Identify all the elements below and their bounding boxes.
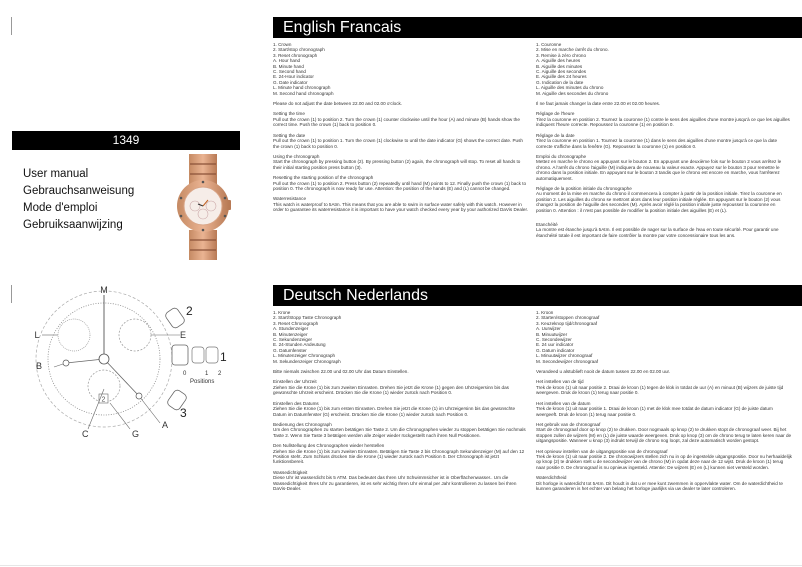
section-title: English Francais <box>283 19 402 36</box>
title-english: User manual <box>23 168 89 180</box>
title-dutch: Gebruiksaanwijzing <box>23 219 123 231</box>
section-title: Deutsch Nederlands <box>283 287 428 304</box>
para-text: Ziehen Sie die Krone (1) bis zum zweiten Einrasten. Drehen Sie jetzt die Krone (1) gegen den Uhrzeigersinn bis das gewünschte Uhrzeit erscheint. Drücken Sie die Krone (1) wieder zurück nach Position 0. <box>273 384 509 396</box>
french-column <box>536 42 792 243</box>
para-text: This watch is waterproof to 5Atm. This means that you are able to swim in surface water safely with this watch. However in order to guarantee its waterresistance it is important to have your watch checked every year by your authorized DaVis Dealer. <box>273 201 528 213</box>
para-text: Au moment de la mise en marche du chrono il commencera à compter à partir de la position initiale. Tirez la couronne en position 2. Les aiguilles du chrono se mettront alors dans leur position initiale réglée. En appuyant sur le bouton (2) vous changez la position de l'aiguille des secondes (M). Après avoir réglé la position initiale juste repoussez la couronne en position 0. Attention : il n'est pas possible de modifier la position initiale des aiguilles (E) et (L). <box>536 191 782 213</box>
page-bottom-divider <box>0 565 802 566</box>
page-edge-mark-top <box>11 17 12 35</box>
title-french: Mode d'emploi <box>23 202 98 214</box>
label-E: E <box>180 330 187 340</box>
position-0: 0 <box>183 371 187 377</box>
para-heading: Setting the time <box>273 111 305 117</box>
para-heading: Réglage de la position initiale du chronographe <box>536 185 632 191</box>
model-banner <box>12 131 240 150</box>
label-button-2: 2 <box>186 304 193 318</box>
para-text: La montre est étanche jusqu'à 5Atm. Il est possible de nager sur la surface de l'eau en toute sécurité. Pour garantir une étanchéité totale il est important de faire contrôler la montre par votre concessionaire tous les ans. <box>536 227 779 238</box>
parts-list: 1. Kroon 2. Starten/stoppen chronograaf 3. Keuzeknop tijd/chronograaf A. Uurwijzer B. Minuutwijzer C. Secondewijzer E. 24 uur indicator G. Datum indicator L. Minuutwijzer chronograaf M. Secondewijzer chronograaf <box>536 310 600 364</box>
para-text: Trek de kroon (1) uit naar positie 1. Draai de kroon (1) met de klok mee totdat de datum indicator (G) de juiste datum weergeeft. Druk de kroon (1) terug naar positie 0. <box>536 406 773 417</box>
para-text: Ziehen Sie die Krone (1) bis zum ersten Einrasten. Drehen Sie jetzt die Krone (1) im Uhrzeigersinn bis das gewünschte Datum im Datumfenster (G) erscheint. Drücken Sie die Krone (1) wieder zurück nach Position 0. <box>273 406 516 417</box>
para-heading: Het instellen van de datum <box>536 400 591 406</box>
para-heading: Using the chronograph <box>273 153 320 159</box>
para-heading: Den Nullstellung des Chronographen wieder herstellen <box>273 443 385 449</box>
label-B: B <box>36 361 43 371</box>
para-heading: Réglage de l'heure <box>536 111 575 117</box>
para-heading: Waterresistance <box>273 196 307 202</box>
label-M: M <box>100 285 108 295</box>
position-2: 2 <box>218 371 222 377</box>
date-note: Il ne faut jamais changer la date entre 22.00 et 02.00 heures. <box>536 101 661 107</box>
date-window-label: 2 <box>101 396 106 404</box>
para-heading: Resetting the starting position of the chronograph <box>273 175 374 181</box>
german-column <box>273 310 528 496</box>
para-text: Tirez la couronne en position 1. Tournez la couronne (1) dans le sens des aiguilles d'une montre jusqu'à ce que la date correcte s'affiche dans la fenêtre (G). Repoussez la couronne (1) en position 0. <box>536 138 778 149</box>
date-note: Verandeed u alstublieft nooit de datum tussen 22.00 en 02.00 uur. <box>536 369 671 375</box>
para-heading: Einstellen des Datums <box>273 400 319 406</box>
position-1: 1 <box>205 371 209 377</box>
english-column <box>273 42 528 218</box>
para-text: Dit horloge is waterdicht tot 5Atm. Dit houdt in dat u er mee kunt zwemmen in oppervlakte water. Om de waterdichtheid te kunnen garanderen is het echter van belang het horloge jaarlijks via uw dealer te later controleren. <box>536 480 783 491</box>
para-text: Pull out the crown (1) to position 1. Turn the crown (1) clockwise to until the date indicator (G) shows the correct date. Push the crown (1) back to position 0. <box>273 138 523 149</box>
para-text: Trek de kroon (1) uit naar positie 2. Draai de kroon (1) tegen de klok in totdat de uur (A) en minuut (B) wijzers de juiste tijd weergeven. Druk de kroon (1) terug naar positie 0. <box>536 384 784 396</box>
watch-diagram <box>10 283 240 438</box>
model-number: 1349 <box>112 133 140 147</box>
para-heading: Het instellen van de tijd <box>536 379 584 385</box>
label-A: A <box>162 420 169 430</box>
para-heading: Wassedichtigkeit <box>273 469 308 475</box>
para-text: Start the chronograph by pressing button (2). By pressing button (2) again, the chronograph will stop. To reset all hands to their initial starting position press button (3). <box>273 159 521 170</box>
para-text: Pull out the crown (1) to position 2. Press button (2) repeatedly until hand (M) points to 12. Finally push the crown (1) back to position 0. The chronograph is now ready for use. Attention: the position of the hands (E) and (L) cannot be changed. <box>273 180 527 191</box>
label-button-3: 3 <box>180 406 187 420</box>
watch-photo <box>168 154 238 260</box>
section-header-de-nl <box>273 285 802 306</box>
para-heading: Einstellen der Uhrzeit <box>273 379 317 385</box>
para-text: Tirez la couronne en position 2. Tournez la couronne (1) contre le sens des aiguilles d'une montre jusqu'à ce que les aiguilles indiquent l'heure correcte. Repoussez la couronne (1) en position 0. <box>536 116 790 128</box>
title-german: Gebrauchsanweisung <box>23 185 135 197</box>
parts-list: 1. Krone 2. Start/Stopp Taste Chronograph 3. Reset Chronograph A. Stundenzeiger B. Minutenzeiger C. Sekundenzeiger E. 24-Stunden Andeutung G. Datumfenster L. Minutenzeiger Chronograph M. Sekundenzeiger Chronograph <box>273 310 342 364</box>
para-text: Trek de kroon (1) uit naar positie 2. De chronowijzers stellen zich nu in op de ingestelde uitgangspositie. Door nu herhaaldelijk op knop (2) te drukken stelt u de secondewijzer van de chrono (M) in opdat deze naar de 12 wijst. Druk de kroon (1) terug naar positie 0. De chronograaf is nu opnieuw ingesteld. Attentie: De wijzers (E) en (L) kunnen niet versteld worden. <box>536 453 792 470</box>
para-heading: Bedienung des Chronograph <box>273 421 332 427</box>
parts-list: 1. Crown 2. Start/stop chronograph 3. Reset chronograph A. Hour hand B. Minute hand C. Second hand E. 24-Hour indicator G. Date indicator L. Minute hand chronograph M. Second hand chronograph <box>273 42 334 96</box>
label-L: L <box>34 330 40 340</box>
para-heading: Setting the date <box>273 132 306 138</box>
para-heading: Etanchéité <box>536 221 558 227</box>
label-C: C <box>82 429 89 438</box>
para-heading: Het gebruik van de chronograaf <box>536 421 601 427</box>
parts-list: 1. Couronne 2. Mise en marche /arrêt du chrono. 3. Remise à zéro chrono A. Aiguille des heures B. Aiguille des minutes C. Aiguille des secondes E. Aiguille des 24 heures G. Indication de la date L. Aiguille des minutes du chrono M. Aiguille des secondes du chrono <box>536 42 609 96</box>
section-header-en-fr <box>273 17 802 38</box>
manual-title-list <box>23 166 134 234</box>
para-heading: Réglage de la date <box>536 132 575 138</box>
label-G: G <box>132 429 140 438</box>
dutch-column <box>536 310 792 496</box>
para-text: Mettez en marche le chrono en appuyant sur le bouton 2. En appuyant une deuxième fois sur le bouton 2 vous arrêtez le chrono. A l'arrêt du chrono l'aiguille (M) indiquera de nouveau la valeur exacte. Appuyez sur le bouton 3 pour remettre le chrono dans la position initiale. En appuyant sur le bouton 3 tandis que le chrono est encore en marche, vous l'arrêterez automatiquement. <box>536 159 782 181</box>
para-text: Diese Uhr ist wasserdicht bis 5 ATM. Das bedeutet das Ihren Uhr Schwimmsicher ist in Oberflächenwasser.. Um die Wassedichtigkeit Ihres Uhr zu garantieren, ist es sehr wichtig Ihren Uhr einmal per Jahr kontrollieren zu lassen bei Ihren DaVis-Dealer. <box>273 475 517 491</box>
date-note: Bitte niemals zwischen 22.00 und 02.00 Uhr das Datum Einstellen. <box>273 369 409 375</box>
para-heading: Waterdichtheid <box>536 475 567 481</box>
positions-label: Positions <box>190 379 215 385</box>
para-text: Start de chronograaf door op knop (2) te drukken. Door nogmaals op knop (2) te drukken stopt de chronograaf weer. Bij het stoppen zullen de wijzers (M) en (L) de juiste waarde weergeven. Druk op knop (3) om de chrono terug te laten keren naar de uitgangspositie. Wanneer u knop (3) indrukt terwijl de chrono nog loopt, zal deze automatisch worden gestopt. <box>536 427 792 444</box>
para-heading: Emploi du chronographe <box>536 153 587 159</box>
label-crown-1: 1 <box>220 350 227 364</box>
para-text: Um den Chronographen zu starten betätigen Sie Taste 2. Um die Chronographen wieder zu stoppen betätigen Sie nochmals Taste 2. Wenn Sie Taste 3 betätigen werden alle Zeiger wieder rückgestellt nach ihren Null Positionen. <box>273 427 526 438</box>
para-heading: Het opnieuw instellen van de uitgangspositie van de chronograaf <box>536 448 668 454</box>
para-text: Ziehen Sie die Krone (1) bis zum zweiten Einrasten. Betätigen Sie Taste 2 bis Chronograph Sekundenzeiger (M) auf den 12 Position steht. Zum Schluss drücken Sie die Krone (1) wieder zurück nach Position 0. Der Chronograph ist jetzt funktionsbereit. <box>273 448 525 465</box>
date-note: Please do not adjust the date between 22.00 and 02.00 o'clock. <box>273 101 403 107</box>
para-text: Pull out the crown (1) to position 2. Turn the crown (1) counter clockwise until the hour (A) and minute (B) hands show the correct time. Push the crown (1) back to position 0. <box>273 116 520 128</box>
